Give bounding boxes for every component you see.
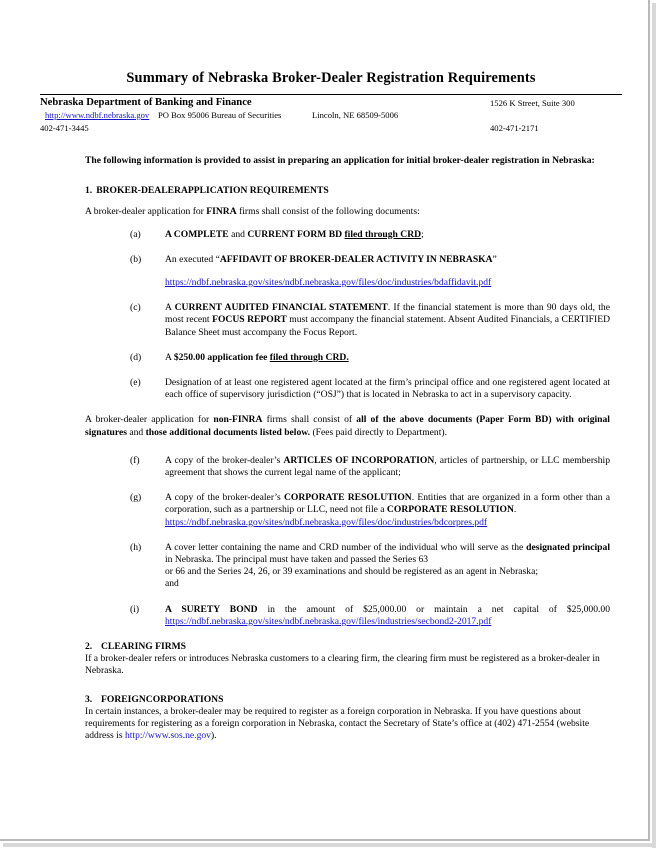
section-3-body-post: ).	[210, 730, 217, 742]
item-text-b	[165, 254, 610, 289]
list-item-d	[85, 352, 610, 364]
section-3-title: FOREIGNCORPORATIONS	[101, 693, 224, 705]
street-address: 1526 K Street, Suite 300	[490, 98, 575, 108]
list-item-a	[85, 229, 610, 241]
item-h-designated-principal-label: designated principal	[526, 541, 610, 553]
item-i-post: in the amount of $25,000.00 or maintain a net capital of $25,000.00	[257, 603, 610, 615]
non-finra-paragraph	[85, 414, 610, 438]
non-finra-mid1: firms shall consist of	[262, 414, 357, 426]
list-item-h	[85, 542, 610, 591]
item-text-f	[165, 455, 610, 479]
section-2-title: CLEARING FIRMS	[101, 641, 187, 653]
agency-website-link[interactable]: http://www.ndbf.nebraska.gov	[45, 110, 150, 120]
item-f-articles-label: ARTICLES OF INCORPORATION	[283, 454, 435, 466]
item-g-post: .	[513, 504, 517, 516]
list-item-g	[85, 492, 610, 529]
item-b-post: ”	[492, 253, 497, 265]
item-h-line3: and	[165, 578, 179, 590]
item-g-corp-resolution-label-1: CORPORATE RESOLUTION	[283, 492, 412, 504]
list-item-f	[85, 455, 610, 479]
list-item-b	[85, 254, 610, 289]
item-marker-a: (a)	[130, 228, 141, 240]
finra-lead-post: firms shall consist of the following documents:	[236, 206, 420, 218]
non-finra-additional-docs-emphasis: those additional documents listed below.	[145, 426, 311, 438]
item-g-pre: A copy of the broker-dealer’s	[165, 492, 284, 504]
non-finra-mid2: and	[126, 426, 146, 438]
item-c-post: must accompany the financial statement. Absent Audited Financials, a CERTIFIED Balance Sheet must accompany the Focus Report.	[165, 314, 611, 338]
item-marker-g: (g)	[130, 492, 142, 504]
finra-label: FINRA	[206, 206, 237, 218]
non-finra-paper-form-emphasis: all of the above documents (Paper Form BD) with original signatures	[85, 414, 610, 438]
title-divider	[40, 94, 622, 95]
item-d-pre: A	[165, 351, 174, 363]
section-2-number: 2.	[85, 641, 93, 653]
po-box-address: PO Box 95006 Bureau of Securities	[158, 110, 282, 120]
item-marker-e: (e)	[130, 377, 141, 389]
list-item-c	[85, 302, 610, 339]
item-text-a	[165, 229, 610, 241]
section-1-title: BROKER-DEALERAPPLICATION REQUIREMENTS	[96, 185, 329, 197]
non-finra-post: (Fees paid directly to Department).	[310, 426, 447, 438]
item-g-corp-resolution-label-2: CORPORATE RESOLUTION	[386, 504, 514, 516]
item-text-d	[165, 352, 610, 364]
item-marker-c: (c)	[130, 302, 141, 314]
section-2-body: If a broker-dealer refers or introduces Nebraska customers to a clearing firm, the clearing firm must be registered as a broker-dealer in Nebraska.	[85, 653, 600, 677]
section-3-body-pre: In certain instances, a broker-dealer may be required to register as a foreign corporation in Nebraska. If you have questions about requirements for registering as a foreign corporation in Nebraska, contact the Secretary of State’s office at (402) 471-2554 (website address is	[85, 705, 590, 742]
section-gap	[85, 678, 610, 692]
phone-right: 402-471-2171	[490, 123, 539, 133]
finra-lead-pre: A broker-dealer application for	[85, 206, 207, 218]
item-text-i	[165, 604, 610, 616]
list-item-e	[85, 377, 610, 401]
item-f-pre: A copy of the broker-dealer’s	[165, 454, 284, 466]
item-c-financial-statement-label: CURRENT AUDITED FINANCIAL STATEMENT	[174, 302, 388, 314]
item-marker-i: (i)	[130, 603, 140, 615]
city-state-zip: Lincoln, NE 68509-5006	[312, 110, 399, 120]
item-i-surety-bond-label: A SURETY BOND	[165, 603, 258, 615]
item-d-fee-amount: $250.00 application fee	[173, 351, 270, 363]
finra-requirements-list	[85, 229, 610, 402]
document-content	[85, 155, 610, 743]
item-c-focus-report-label: FOCUS REPORT	[212, 314, 287, 326]
corporate-resolution-pdf-link[interactable]: https://ndbf.nebraska.gov/sites/ndbf.nebraska.gov/files/doc/industries/bdcorpres.pdf	[165, 516, 488, 528]
surety-bond-pdf-link[interactable]: https://ndbf.nebraska.gov/sites/ndbf.nebraska.gov/files/industries/secbond2-2017.pdf	[165, 615, 492, 627]
item-text-g	[165, 492, 610, 529]
item-text-c	[165, 302, 610, 339]
section-1-heading	[85, 185, 610, 197]
non-finra-requirements-list	[85, 455, 610, 628]
item-a-bold1: A COMPLETE	[165, 228, 229, 240]
non-finra-pre: A broker-dealer application for	[85, 414, 214, 426]
item-marker-f: (f)	[130, 454, 140, 466]
sos-website-link[interactable]: http://www.sos.ne.gov	[124, 730, 211, 742]
item-h-line2: or 66 and the Series 24, 26, or 39 examinations and should be registered as an agent in Nebraska;	[165, 566, 538, 578]
organization-name: Nebraska Department of Banking and Finance	[40, 97, 252, 108]
item-h-pre: A cover letter containing the name and CRD number of the individual who will serve as the	[165, 541, 527, 553]
item-c-pre: A	[165, 302, 175, 314]
section-3-number: 3.	[85, 693, 93, 705]
page-title: Summary of Nebraska Broker-Dealer Registration Requirements	[126, 70, 536, 86]
finra-lead-in	[85, 206, 610, 218]
item-marker-b: (b)	[130, 253, 142, 265]
item-marker-d: (d)	[130, 351, 142, 363]
item-a-tail: ;	[421, 228, 424, 240]
letterhead	[40, 96, 622, 135]
item-c-mid1: . If the financial statement is more than 90 days old, the most recent	[165, 302, 610, 326]
item-text-h	[165, 542, 610, 591]
item-b-pre: An executed “	[165, 253, 220, 265]
list-item-i	[85, 604, 610, 628]
item-a-bold2: CURRENT FORM BD	[247, 228, 343, 240]
section-1-number: 1.	[85, 185, 93, 197]
item-d-crd-emphasis: filed through CRD.	[269, 351, 349, 363]
item-h-post: in Nebraska. The principal must have taken and passed the Series 63	[165, 554, 429, 566]
letterhead-row-3	[40, 122, 622, 135]
section-2-heading	[85, 641, 610, 653]
item-f-post: , articles of partnership, or LLC membership agreement that shows the current legal name of the applicant;	[165, 454, 611, 479]
item-b-affidavit-title: AFFIDAVIT OF BROKER-DEALER ACTIVITY IN NEBRASKA	[219, 253, 493, 265]
page-shadow-bottom	[3, 843, 656, 847]
letterhead-row-1	[40, 96, 622, 109]
page-shadow-right	[652, 3, 656, 848]
item-marker-h: (h)	[130, 541, 142, 553]
letterhead-row-2	[40, 109, 622, 122]
item-a-crd-emphasis: filed through CRD	[344, 228, 422, 240]
section-3-heading	[85, 694, 610, 706]
section-2	[85, 641, 610, 678]
non-finra-label: non-FINRA	[213, 414, 263, 426]
item-a-mid1: and	[228, 228, 248, 240]
phone-left: 402-471-3445	[40, 123, 89, 133]
section-3	[85, 694, 610, 743]
item-g-mid1: . Entities that are organized in a form other than a corporation, such as a partnership or LLC, need not file a	[165, 492, 610, 516]
affidavit-pdf-link[interactable]: https://ndbf.nebraska.gov/sites/ndbf.nebraska.gov/files/doc/industries/bdaffidavit.pdf	[165, 277, 492, 289]
item-text-e: Designation of at least one registered agent located at the firm’s principal office and one registered agent located at each office of supervisory jurisdiction (“OSJ”) that is located in Nebraska to act in a supervisory capacity.	[165, 377, 610, 401]
intro-paragraph: The following information is provided to assist in preparing an application for initial broker-dealer registration in Nebraska:	[85, 155, 595, 166]
section-3-body	[85, 706, 610, 743]
